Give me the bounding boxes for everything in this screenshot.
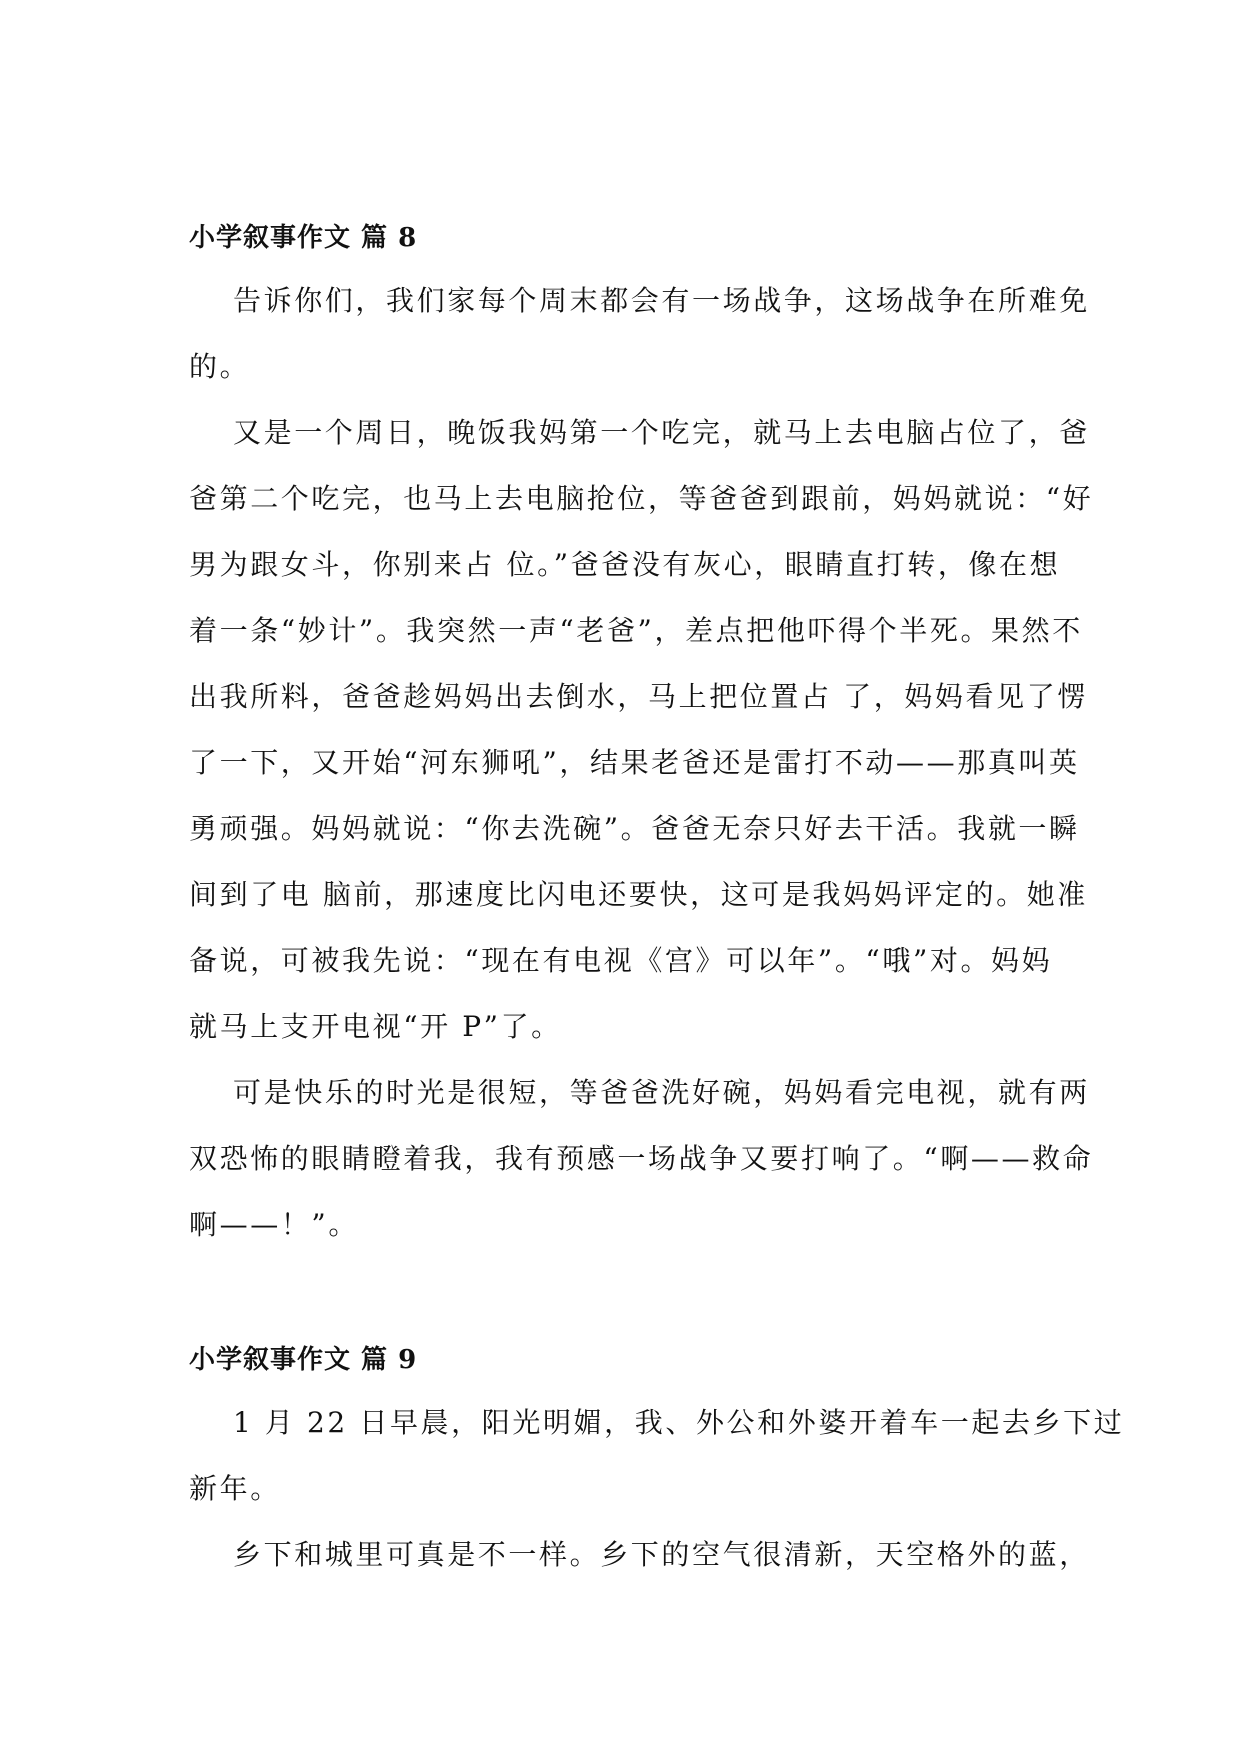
text-line: 的。 xyxy=(189,350,251,383)
paragraph xyxy=(189,1060,1094,1258)
text-line: 间到了电 脑前，那速度比闪电还要快，这可是我妈妈评定的。她准 xyxy=(189,878,1088,911)
document-page xyxy=(189,222,1125,1588)
text-line: 男为跟女斗，你别来占 位。”爸爸没有灰心，眼睛直打转，像在想 xyxy=(189,548,1061,581)
text-line: 1 月 22 日早晨，阳光明媚，我、外公和外婆开着车一起去乡下过 xyxy=(233,1406,1125,1439)
paragraph xyxy=(189,1522,1090,1588)
text-line: 双恐怖的眼睛瞪着我，我有预感一场战争又要打响了。“啊——救命 xyxy=(189,1142,1094,1175)
text-line: 可是快乐的时光是很短，等爸爸洗好碗，妈妈看完电视，就有两 xyxy=(233,1076,1090,1109)
paragraph xyxy=(189,400,1094,1060)
text-line: 了一下，又开始“河东狮吼”，结果老爸还是雷打不动——那真叫英 xyxy=(189,746,1080,779)
paragraph xyxy=(189,1390,1125,1522)
text-line: 勇顽强。妈妈就说：“你去洗碗”。爸爸无奈只好去干活。我就一瞬 xyxy=(189,812,1080,845)
text-line: 着一条“妙计”。我突然一声“老爸”，差点把他吓得个半死。果然不 xyxy=(189,614,1083,647)
text-line: 爸第二个吃完，也马上去电脑抢位，等爸爸到跟前，妈妈就说：“好 xyxy=(189,482,1094,515)
text-line: 乡下和城里可真是不一样。乡下的空气很清新，天空格外的蓝， xyxy=(233,1538,1090,1571)
text-line: 新年。 xyxy=(189,1472,281,1505)
text-line: 啊——！”。 xyxy=(189,1208,359,1241)
text-line: 告诉你们，我们家每个周末都会有一场战争，这场战争在所难免 xyxy=(233,284,1090,317)
section-title-9: 小学叙事作文 篇 9 xyxy=(189,1345,418,1375)
text-line: 出我所料，爸爸趁妈妈出去倒水，马上把位置占 了，妈妈看见了愣 xyxy=(189,680,1088,713)
text-line: 就马上支开电视“开 P”了。 xyxy=(189,1010,562,1043)
section-title-8: 小学叙事作文 篇 8 xyxy=(189,223,418,253)
paragraph xyxy=(189,268,1090,400)
text-line: 又是一个周日，晚饭我妈第一个吃完，就马上去电脑占位了，爸 xyxy=(233,416,1090,449)
text-line: 备说，可被我先说：“现在有电视《宫》可以年”。“哦”对。妈妈 xyxy=(189,944,1053,977)
